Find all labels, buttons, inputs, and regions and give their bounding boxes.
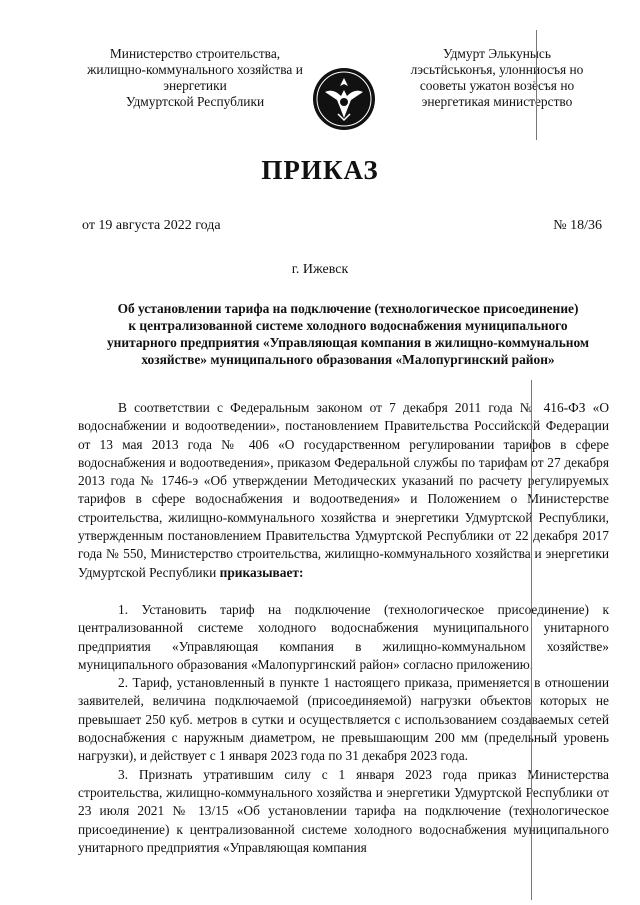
document-subject <box>78 300 618 368</box>
ministry-name-udmurt <box>392 46 602 110</box>
subject-line: Об установлении тарифа на подключение (технологическое присоединение) <box>117 301 579 316</box>
order-item-2: 2. Тариф, установленный в пункте 1 настоящего приказа, применяется в отношении заявителей, величина подключаемой (присоединяемой) нагрузки объектов которых не превышает 250 куб. метров в сутки и осуществляется с использованием создаваемых сетей водоснабжения с наружным диаметром, не превышающим 200 мм (предельный уровень нагрузки), и действует с 1 января 2023 года по 31 декабря 2023 года. <box>78 675 609 764</box>
document-date: от 19 августа 2022 года <box>82 218 221 233</box>
ministry-name-line: энергетики <box>163 78 227 93</box>
ministry-name-line: Удмурт Элькунысь <box>443 46 551 61</box>
document-number: № 18/36 <box>553 218 602 233</box>
ministry-name-line: Удмуртской Республики <box>125 94 265 109</box>
ministry-name-line: жилищно-коммунального хозяйства и <box>87 62 303 77</box>
preamble-text: В соответствии с Федеральным законом от 7 декабря 2011 года № 416-ФЗ «О водоснабжении и водоотведении», постановлением Правительства Российской Федерации от 13 мая 2013 года № 406 «О государственном регулировании тарифов в сфере водоснабжения и водоотведения», приказом Федеральной службы по тарифам от 27 декабря 2013 года № 1746-э «Об утверждении Методических указаний по расчету регулируемых тарифов в сфере водоснабжения и водоотведения» и Положением о Министерстве строительства, жилищно-коммунального хозяйства и энергетики Удмуртской Республики, утвержденным постановлением Правительства Удмуртской Республики от 22 декабря 2017 года № 550, Министерство строительства, жилищно-коммунального хозяйства и энергетики Удмуртской Республики <box>78 400 609 580</box>
ministry-name-russian <box>70 46 320 110</box>
order-item-1: 1. Установить тариф на подключение (технологическое присоединение) к централизованной системе холодного водоснабжения муниципального унитарного предприятия «Управляющая компания в жилищно-коммунальном хозяйстве» муниципального образования «Малопургинский район» согласно приложению. <box>78 602 609 672</box>
ministry-name-line: лэсьтӥськонъя, улонниосъя но <box>410 62 584 77</box>
subject-line: унитарного предприятия «Управляющая компания в жилищно-коммунальном <box>106 335 590 350</box>
ministry-name-line: сооветы ужатон возёсъя но <box>419 78 575 93</box>
scan-fold-line <box>531 380 532 900</box>
preamble-paragraph <box>78 399 609 582</box>
document-city: г. Ижевск <box>291 262 349 277</box>
order-items <box>78 601 609 857</box>
subject-line: к централизованной системе холодного водоснабжения муниципального <box>128 318 568 333</box>
ministry-name-line: Министерство строительства, <box>109 46 281 61</box>
subject-line: хозяйстве» муниципального образования «Малопургинский район» <box>141 352 555 367</box>
document-title: ПРИКАЗ <box>261 155 379 185</box>
ministry-name-line: энергетикая министерство <box>421 94 573 109</box>
udmurt-emblem-icon <box>311 66 377 132</box>
order-word: приказывает: <box>219 564 304 580</box>
scan-fold-line <box>536 30 537 140</box>
order-item-3: 3. Признать утратившим силу с 1 января 2023 года приказ Министерства строительства, жилищно-коммунального хозяйства и энергетики Удмуртской Республики от 23 июля 2021 № 13/15 «Об установлении тарифа на подключение (технологическое присоединение) к централизованной системе холодного водоснабжения муниципального унитарного предприятия «Управляющая компания <box>78 766 609 855</box>
